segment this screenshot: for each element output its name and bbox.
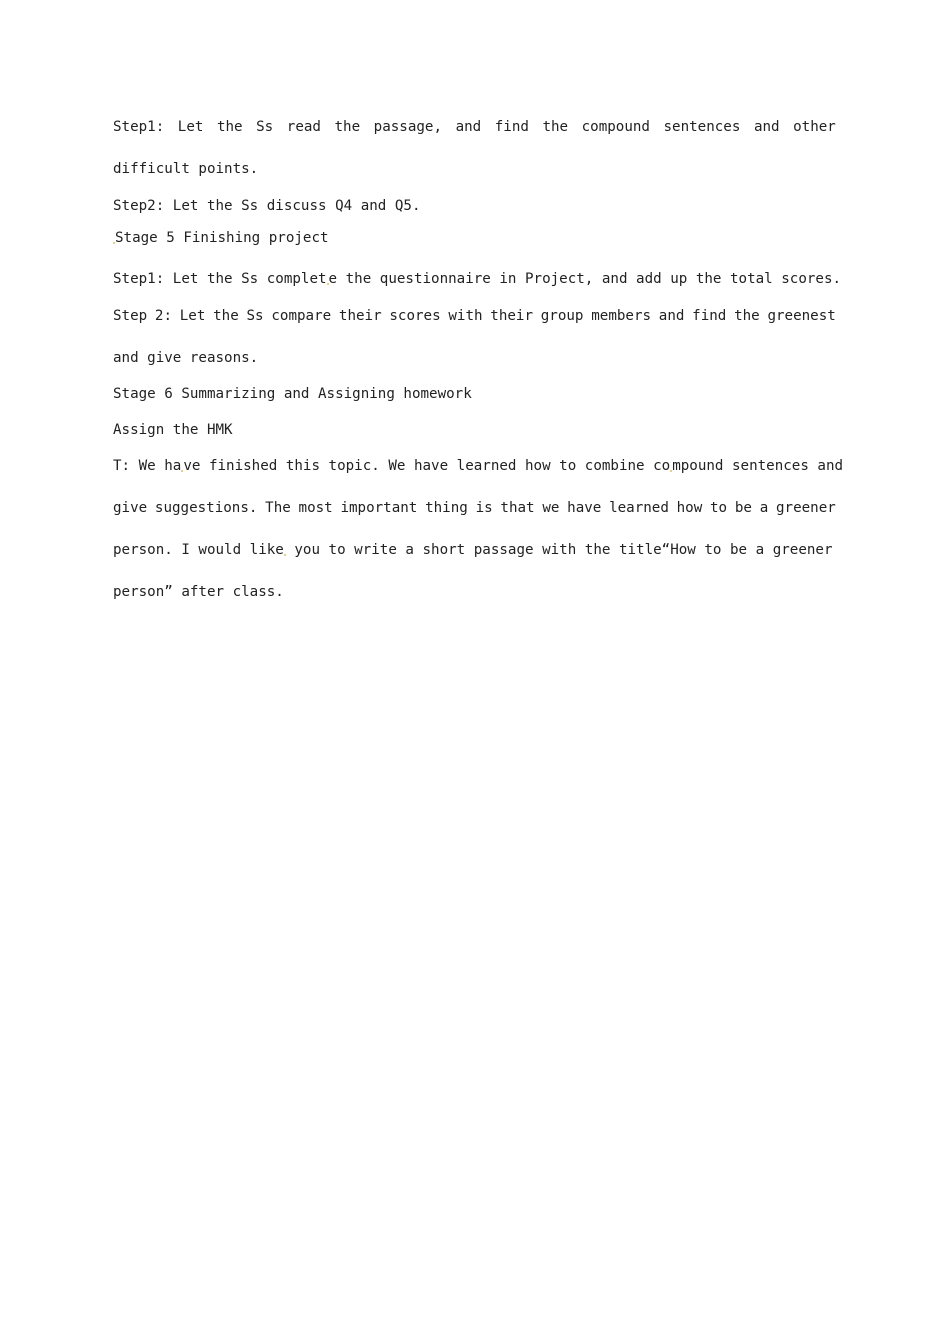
teacher-line3-part-b: you to write a short passage with the title“How to be a greener	[285, 542, 833, 558]
word: group	[540, 308, 584, 324]
word: to	[710, 500, 728, 516]
word: important	[340, 500, 418, 516]
teacher-line3-part-a: person. I would like	[113, 542, 284, 558]
word: the	[213, 308, 239, 324]
word: Ss	[256, 119, 274, 135]
word: Let	[179, 308, 206, 324]
teacher-line1-part-c: mpound sentences and	[672, 458, 844, 474]
teacher-line2	[113, 498, 836, 518]
word: Step1:	[113, 119, 165, 135]
word: compound	[581, 119, 650, 135]
word: and	[455, 119, 482, 135]
stage5-step1-part-a: Step1: Let the Ss complet	[113, 271, 327, 287]
word: have	[567, 500, 602, 516]
word: is	[475, 500, 493, 516]
word: and	[658, 308, 685, 324]
stage5-heading-text: Stage 5 Finishing project	[115, 230, 329, 246]
word: passage,	[373, 119, 443, 135]
assign-homework: Assign the HMK	[113, 422, 233, 438]
word: greener	[776, 500, 836, 516]
word: Let	[177, 119, 204, 135]
word: that	[500, 500, 535, 516]
word: Ss	[246, 308, 264, 324]
word: suggestions.	[154, 500, 258, 516]
word: the	[216, 119, 243, 135]
word: their	[338, 308, 382, 324]
stage5-step1	[113, 269, 842, 289]
teacher-line1-part-a: T: We ha	[113, 458, 182, 474]
teacher-line1	[113, 456, 844, 476]
stage5-step2-line1	[113, 306, 836, 326]
word: their	[490, 308, 534, 324]
word: the	[542, 119, 569, 135]
stage4-step2: Step2: Let the Ss discuss Q4 and Q5.	[113, 198, 421, 214]
word: greenest	[767, 308, 836, 324]
stage4-step1-line1	[113, 117, 836, 137]
stage5-heading	[113, 228, 836, 248]
stage6-heading: Stage 6 Summarizing and Assigning homework	[113, 386, 472, 402]
word: how	[676, 500, 703, 516]
word: be	[734, 500, 752, 516]
word: most	[298, 500, 333, 516]
word: a	[759, 500, 769, 516]
word: read	[286, 119, 321, 135]
teacher-line3	[113, 540, 836, 560]
word: we	[542, 500, 560, 516]
stage4-step1-line2: difficult points.	[113, 161, 259, 177]
teacher-line4: person” after class.	[113, 584, 284, 600]
word: compare	[271, 308, 332, 324]
word: thing	[425, 500, 468, 516]
stage5-step1-part-b: e the questionnaire in Project, and add up the total scores.	[328, 271, 842, 287]
word: sentences	[663, 119, 741, 135]
word: other	[793, 119, 836, 135]
word: Step	[113, 308, 148, 324]
word: find	[494, 119, 529, 135]
word: with	[448, 308, 483, 324]
word: 2:	[154, 308, 173, 324]
word: find	[692, 308, 727, 324]
word: learned	[609, 500, 669, 516]
stage5-step2-line2: and give reasons.	[113, 350, 259, 366]
word: and	[753, 119, 780, 135]
document-page	[113, 113, 844, 602]
word: scores	[389, 308, 441, 324]
word: the	[334, 119, 361, 135]
word: The	[265, 500, 291, 516]
word: members	[591, 308, 652, 324]
word: the	[734, 308, 760, 324]
teacher-line1-part-b: ve finished this topic. We have learned how to combine co	[183, 458, 671, 474]
word: give	[113, 500, 148, 516]
